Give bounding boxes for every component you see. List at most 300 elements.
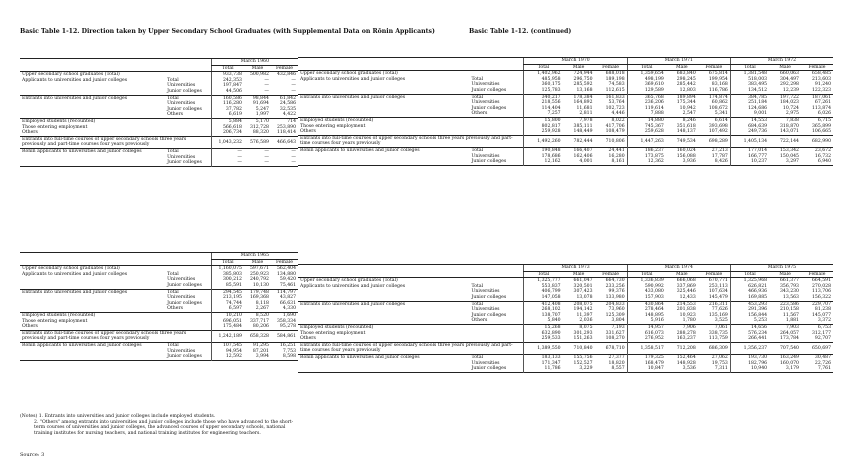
row-sublabel: Universities <box>165 295 211 301</box>
table-row <box>298 342 833 354</box>
table-cell: 664,591 <box>812 278 831 284</box>
table-cell: 95,278 <box>279 324 296 330</box>
table-cell: 1,242,189 <box>211 330 244 342</box>
header-spacer <box>20 65 211 72</box>
table-cell: 320,501 <box>573 283 593 289</box>
table-cell: 249,736 <box>730 129 769 135</box>
row-label: Employed students (recounted) <box>20 118 211 124</box>
table-cell: 802,817 <box>524 124 563 130</box>
table-cell: 32,535 <box>279 106 296 112</box>
row-sublabel: Others <box>165 112 211 118</box>
table-cell: 114,797 <box>277 289 296 295</box>
table-cell: 296,750 <box>573 76 593 82</box>
table-cell: 340,217 <box>524 94 563 100</box>
table-cell: 10,210 <box>211 312 244 318</box>
table-cell: 8,557 <box>611 366 625 372</box>
row-label: Rōnin applicants to universities and junior colleges <box>300 354 420 360</box>
row-label: Entrants into full-time courses of upper secondary schools three years previously and part-time courses four years previously <box>298 135 524 147</box>
year-header: March 1975 <box>730 265 833 272</box>
table-cell: 337,869 <box>676 283 696 289</box>
table-cell: 133,980 <box>605 294 625 300</box>
table-cell: 81,238 <box>814 307 831 313</box>
table-cell: 8,022 <box>611 117 625 123</box>
table-cell: 712,208 <box>676 345 696 351</box>
table-cell: — <box>264 77 269 83</box>
table-cell: 288,278 <box>676 330 696 336</box>
table-cell: 360,175 <box>524 82 563 88</box>
table-cell: 6,940 <box>817 159 831 165</box>
table-cell: 134,880 <box>277 271 296 277</box>
table-cell: 666,068 <box>676 278 696 284</box>
table-cell: 94,954 <box>211 349 244 355</box>
table-cell: 3,372 <box>817 318 831 324</box>
table-cell: 675,814 <box>708 71 728 77</box>
table-cell: 233,256 <box>605 283 625 289</box>
table-cell: 178,384 <box>573 94 593 100</box>
table-cell: 15,800 <box>524 117 563 123</box>
table-cell: 6,026 <box>817 111 831 117</box>
table-cell: 15,268 <box>524 324 563 330</box>
table-cell: 432,846 <box>277 72 296 78</box>
table-cell: 189,198 <box>605 76 625 82</box>
row-sublabel: Others <box>470 111 524 117</box>
table-cell: 163,249 <box>779 354 799 360</box>
row-sublabel: Junior colleges <box>165 107 211 113</box>
table-cell: 294,545 <box>211 289 244 295</box>
table-cell: 193,730 <box>730 354 769 360</box>
table-cell: 351,618 <box>676 123 696 129</box>
table-cell: 125,309 <box>605 312 625 318</box>
row-sublabel: Junior colleges <box>470 88 524 94</box>
table-cell: 152,464 <box>676 354 696 360</box>
table-cell: — <box>291 88 296 94</box>
table-cell: 16,280 <box>608 153 625 159</box>
table-cell: 107,545 <box>211 342 244 348</box>
table-cell: 77,626 <box>711 307 728 313</box>
table-cell: 253,113 <box>708 283 728 289</box>
table-cell: 162,406 <box>573 153 593 159</box>
table-cell: 138,707 <box>524 313 563 319</box>
row-sublabel: Total <box>470 301 524 307</box>
table-cell: 1,402,962 <box>524 71 563 77</box>
row-sublabel: Universities <box>165 349 211 355</box>
table-cell: 11,786 <box>524 366 563 372</box>
column-header-female: Female <box>271 259 298 266</box>
table-cell: 44,506 <box>211 89 244 95</box>
table-cell: 264,057 <box>779 330 799 336</box>
table-cell: 91,295 <box>252 342 269 348</box>
table-cell: 518,003 <box>730 77 769 83</box>
table-cell: 1,997 <box>255 112 269 118</box>
table-cell: 259,928 <box>524 129 563 135</box>
notes-line-1: (Notes) 1. Entrants into universities and junior colleges include employed students. <box>20 414 216 419</box>
header-spacer <box>298 265 524 272</box>
row-label: Employed students (recounted) <box>298 324 524 330</box>
table-cell: 7,906 <box>682 324 696 330</box>
row-sublabel: Junior colleges <box>470 295 524 301</box>
column-header-female: Female <box>801 271 833 278</box>
table-cell: 301,293 <box>573 330 593 336</box>
table-cell: 145,479 <box>708 294 728 300</box>
table-cell: 13,168 <box>576 87 593 93</box>
table-cell: 150,045 <box>779 153 799 159</box>
column-header-male: Male <box>769 271 801 278</box>
table-cell: 1,780 <box>682 318 696 324</box>
table-cell: 8,161 <box>611 159 625 165</box>
table-notes <box>20 414 295 436</box>
table-cell: 253,890 <box>277 124 296 130</box>
page-title: Basic Table 1-12. Direction taken by Upper Secondary School Graduates (with Supplemental Data on Rōnin Applicants) <box>20 28 435 35</box>
row-sublabel: Total <box>470 284 524 290</box>
table-cell: 14,553 <box>730 117 769 123</box>
row-sublabel: Universities <box>470 154 524 160</box>
table-cell: 285,592 <box>573 82 593 88</box>
table-cell: 6,753 <box>817 324 831 330</box>
table-cell: 14,957 <box>627 324 666 330</box>
table-cell: 240,792 <box>249 277 269 283</box>
table-cell: 122,323 <box>812 87 831 93</box>
row-label: Applicants to universities and junior colleges <box>22 77 128 83</box>
table-cell: 213,195 <box>211 295 244 301</box>
row-label: Entrants into universities and junior colleges <box>300 94 406 100</box>
table-cell: 1,336,839 <box>627 278 666 284</box>
year-header: March 1974 <box>627 265 730 272</box>
column-header-total: Total <box>730 64 769 71</box>
table-cell: 12,433 <box>679 294 696 300</box>
table-cell: 53,764 <box>608 100 625 106</box>
table-cell: 11,397 <box>576 312 593 318</box>
table-cell: 204,833 <box>605 301 625 307</box>
table-cell: 160,586 <box>211 95 244 101</box>
column-header-male: Male <box>563 271 595 278</box>
table-cell: 8,075 <box>579 324 593 330</box>
table-cell: — <box>291 148 296 154</box>
table-cell: 7,193 <box>611 324 625 330</box>
table-cell: 210,158 <box>779 307 799 313</box>
table-cell: 11,681 <box>576 105 593 111</box>
table-cell: — <box>211 155 244 161</box>
row-label: Entrants into universities and junior colleges <box>22 289 128 295</box>
row-sublabel: Total <box>165 95 211 101</box>
table-cell: 433,080 <box>627 289 666 295</box>
table-cell: — <box>291 83 296 89</box>
table-cell: 650,697 <box>812 345 831 351</box>
table-cell: 710,806 <box>605 138 625 144</box>
table-cell: 5,884 <box>211 118 244 124</box>
table-cell: 14,880 <box>627 117 666 123</box>
table-cell: 337,717 <box>249 318 269 324</box>
table-cell: 576,589 <box>249 139 269 145</box>
table-cell: 658,328 <box>249 333 269 339</box>
table-cell: 331,627 <box>605 330 625 336</box>
table-cell: 7,257 <box>524 111 563 117</box>
table-cell: 143,071 <box>779 129 799 135</box>
table-row <box>20 330 298 342</box>
table-subheader-row <box>298 64 833 71</box>
table-cell: 268,102 <box>524 307 563 313</box>
header-spacer <box>20 59 211 66</box>
table-cell: 304,497 <box>779 76 799 82</box>
row-sublabel: Junior colleges <box>470 106 524 112</box>
table-cell: 145,077 <box>812 312 831 318</box>
table-cell: — <box>291 160 296 166</box>
table-cell: 119,614 <box>627 106 666 112</box>
table-cell: 4,330 <box>282 306 296 312</box>
row-sublabel: Total <box>165 289 211 295</box>
table-cell: 278,464 <box>627 307 666 313</box>
table-cell: 114,404 <box>524 106 563 112</box>
row-label: Employed students (recounted) <box>20 312 211 318</box>
table-cell: 7,903 <box>785 324 799 330</box>
table-cell: 30,487 <box>814 354 831 360</box>
table-row <box>298 159 833 165</box>
table-cell: 696,051 <box>211 319 244 325</box>
table-cell: 112,615 <box>605 87 625 93</box>
column-header-female: Female <box>698 271 731 278</box>
table-cell: 166,777 <box>730 154 769 160</box>
table-cell: 616,073 <box>627 331 666 337</box>
table-cell: 169,368 <box>249 295 269 301</box>
row-sublabel: Universities <box>165 101 211 107</box>
table-cell: 12,803 <box>679 87 696 93</box>
table-cell: 6,619 <box>211 112 244 118</box>
table-cell: 14,656 <box>730 324 769 330</box>
table-cell: 661,377 <box>779 278 799 284</box>
table-cell: 60,862 <box>711 100 728 106</box>
column-header-female: Female <box>698 64 731 71</box>
column-header-total: Total <box>524 271 563 278</box>
table-cell: 365,899 <box>812 123 831 129</box>
table-cell: 214,553 <box>676 301 696 307</box>
page-title-continued: Basic Table 1-12. (continued) <box>469 28 572 35</box>
table-cell: 590,992 <box>627 284 666 290</box>
column-header-female: Female <box>271 65 298 72</box>
table-cell: 177,014 <box>730 147 769 153</box>
table-cell: 66,631 <box>279 300 296 306</box>
table-cell: 8,598 <box>282 354 296 360</box>
table-cell: 92,707 <box>814 336 831 342</box>
table-cell: 1,690 <box>282 312 296 318</box>
table-cell: 251,184 <box>730 100 769 106</box>
header-spacer <box>298 64 524 71</box>
table-cell: 3,179 <box>785 366 799 372</box>
table-cell: 8,118 <box>255 300 269 306</box>
table-cell: 156,088 <box>676 153 696 159</box>
table-cell: 27,062 <box>711 354 728 360</box>
table-cell: 406,799 <box>524 289 563 295</box>
table-cell: 270,028 <box>812 283 831 289</box>
row-label: Entrants into full-time courses of upper secondary schools three years previously and part-time courses four years previously <box>20 330 211 342</box>
table-cell: 684,639 <box>730 124 769 130</box>
row-sublabel: Total <box>470 94 524 100</box>
table-cell: 22,726 <box>814 360 831 366</box>
table-cell: 179,325 <box>627 354 666 360</box>
table-cell: 113,706 <box>812 289 831 295</box>
table-cell: 724,944 <box>573 71 593 77</box>
year-header: March 1960 <box>211 59 298 66</box>
table-cell: 7,978 <box>579 117 593 123</box>
table-cell: 714 <box>287 118 296 124</box>
row-sublabel: Junior colleges <box>470 313 524 319</box>
row-label: Applicants to universities and junior colleges <box>300 76 406 82</box>
table-cell: 500,982 <box>249 72 269 78</box>
table-cell: 393,698 <box>708 123 728 129</box>
table-cell: 3,525 <box>714 318 728 324</box>
row-sublabel: Total <box>470 77 524 83</box>
table-row <box>20 354 298 360</box>
row-label <box>20 354 165 360</box>
row-label: Upper secondary school graduates (Total) <box>20 72 211 78</box>
table-cell: 9,001 <box>730 111 769 117</box>
year-header: March 1972 <box>730 58 833 65</box>
table-subheader-row <box>20 259 298 266</box>
table-cell: 156,844 <box>730 313 769 319</box>
table-cell: 116,786 <box>708 87 728 93</box>
row-sublabel: Universities <box>470 82 524 88</box>
table-cell: 466,936 <box>730 289 769 295</box>
table-cell: 129,589 <box>627 88 666 94</box>
row-label: Those entering employment <box>20 319 211 325</box>
table-cell: 197,722 <box>779 94 799 100</box>
table-cell: 466,643 <box>277 139 296 145</box>
table-cell: 3,297 <box>785 159 799 165</box>
table-cell: 318,870 <box>779 123 799 129</box>
table-cell: 10,940 <box>730 366 769 372</box>
table-cell: 2,267 <box>255 306 269 312</box>
table-cell: 183,133 <box>524 354 563 360</box>
row-label <box>298 366 470 372</box>
table-cell: 10,942 <box>679 105 696 111</box>
table-cell: 12,362 <box>627 159 666 165</box>
table-cell: 13,563 <box>782 294 799 300</box>
table-cell: 3,536 <box>682 366 696 372</box>
table-cell: 168,479 <box>627 361 666 367</box>
table-cell: 584,861 <box>277 333 296 339</box>
table-cell: 3,994 <box>255 354 269 360</box>
row-label: Upper secondary school graduates (Total) <box>298 71 524 77</box>
row-sublabel: Total <box>470 354 524 360</box>
row-label: Those entering employment <box>20 125 211 131</box>
table-header-row <box>298 265 833 272</box>
row-sublabel: Total <box>165 148 211 154</box>
table-cell: 108,270 <box>605 336 625 342</box>
year-header: March 1973 <box>524 265 627 272</box>
row-sublabel: Others <box>165 306 211 312</box>
table-cell: 553,837 <box>524 284 563 290</box>
table-cell: 223,586 <box>779 301 799 307</box>
row-label: Others <box>20 130 211 136</box>
row-label: Upper secondary school graduates (Total) <box>298 278 524 284</box>
row-label: Those entering employment <box>298 331 524 337</box>
table-cell: 161,833 <box>605 94 625 100</box>
table-cell: 10,847 <box>627 366 666 372</box>
table-cell: 37,782 <box>211 107 244 113</box>
notes-line-2: 2. "Others" among entrants into universities and junior colleges include those who have advanced to the short-term courses of universities and junior colleges, the advanced courses of upper secondary schools, national training institutes for nursing teachers, and national training institutes for engineering teachers. <box>34 419 294 436</box>
table-cell: 12,592 <box>211 354 244 360</box>
table-cell: 135,169 <box>708 312 728 318</box>
table-cell: 118,414 <box>277 130 296 136</box>
table-cell: 75,461 <box>279 282 296 288</box>
table-cell: 73,960 <box>608 307 625 313</box>
table-cell: 88,320 <box>252 130 269 136</box>
row-label: Entrants into universities and junior colleges <box>300 301 406 307</box>
table-cell: 745,367 <box>627 124 666 130</box>
table-cell: 498,199 <box>627 77 666 83</box>
table-row <box>20 136 298 148</box>
table-cell: 1,381,548 <box>730 71 769 77</box>
table-cell: 201,838 <box>676 307 696 313</box>
table-cell: 98,844 <box>252 95 269 101</box>
column-header-total: Total <box>211 259 244 266</box>
table-row <box>298 366 833 372</box>
table-cell: 199,954 <box>708 76 728 82</box>
row-sublabel: Junior colleges <box>165 160 211 166</box>
row-sublabel: Universities <box>165 155 211 161</box>
table-cell: 10,237 <box>730 159 769 165</box>
row-label: Rōnin applicants to universities and junior colleges <box>22 148 142 154</box>
table-cell: 19,753 <box>711 360 728 366</box>
table-cell: 7,838 <box>785 117 799 123</box>
table-cell: 12,239 <box>782 87 799 93</box>
table-cell: 148,928 <box>676 360 696 366</box>
table-header-row <box>20 253 298 260</box>
table-cell: 10,724 <box>782 105 799 111</box>
table-cell: 658,485 <box>812 71 831 77</box>
table-cell: 2,975 <box>785 111 799 117</box>
table-cell: 173,875 <box>627 154 666 160</box>
table-cell: 292,298 <box>779 82 799 88</box>
column-header-female: Female <box>595 271 628 278</box>
row-label <box>298 159 470 165</box>
table-cell: 8,246 <box>682 117 696 123</box>
row-sublabel: Total <box>165 342 211 348</box>
table-cell: 242,353 <box>211 78 244 84</box>
table-cell: 134,512 <box>730 88 769 94</box>
table-cell: 1,447,263 <box>627 135 666 147</box>
table-cell: 933,738 <box>211 72 244 78</box>
row-sublabel: Universities <box>165 83 211 89</box>
table-header-row <box>20 59 298 66</box>
table-cell: 80,206 <box>252 324 269 330</box>
source-note: Source: 3 <box>20 452 45 458</box>
table-cell: 156,322 <box>812 294 831 300</box>
table-cell: 16,732 <box>814 153 831 159</box>
row-sublabel: Junior colleges <box>470 366 524 372</box>
column-header-male: Male <box>769 64 801 71</box>
table-cell: 365,768 <box>627 94 666 100</box>
data-table <box>298 57 833 166</box>
row-label: Applicants to universities and junior colleges <box>22 271 128 277</box>
row-label: Applicants to universities and junior colleges <box>300 283 406 289</box>
table-cell: 682,990 <box>812 138 831 144</box>
table-cell: 18,820 <box>608 360 625 366</box>
table-cell: 664,730 <box>605 278 625 284</box>
table-cell: 1,358,517 <box>627 342 666 354</box>
column-header-male: Male <box>244 65 271 72</box>
table-cell: 125,783 <box>524 88 563 94</box>
column-header-male: Male <box>666 271 698 278</box>
table-cell: 148,137 <box>676 129 696 135</box>
table-cell: 678,710 <box>605 345 625 351</box>
table-cell: 5,916 <box>627 318 666 324</box>
table-cell: 171,347 <box>524 361 563 367</box>
table-cell: 1,405,134 <box>730 135 769 147</box>
table-cell: 307,423 <box>573 289 593 295</box>
table-cell: — <box>291 77 296 83</box>
data-table <box>20 58 298 167</box>
table-cell: 27,213 <box>711 147 728 153</box>
table-cell: 1,043,232 <box>211 136 244 148</box>
